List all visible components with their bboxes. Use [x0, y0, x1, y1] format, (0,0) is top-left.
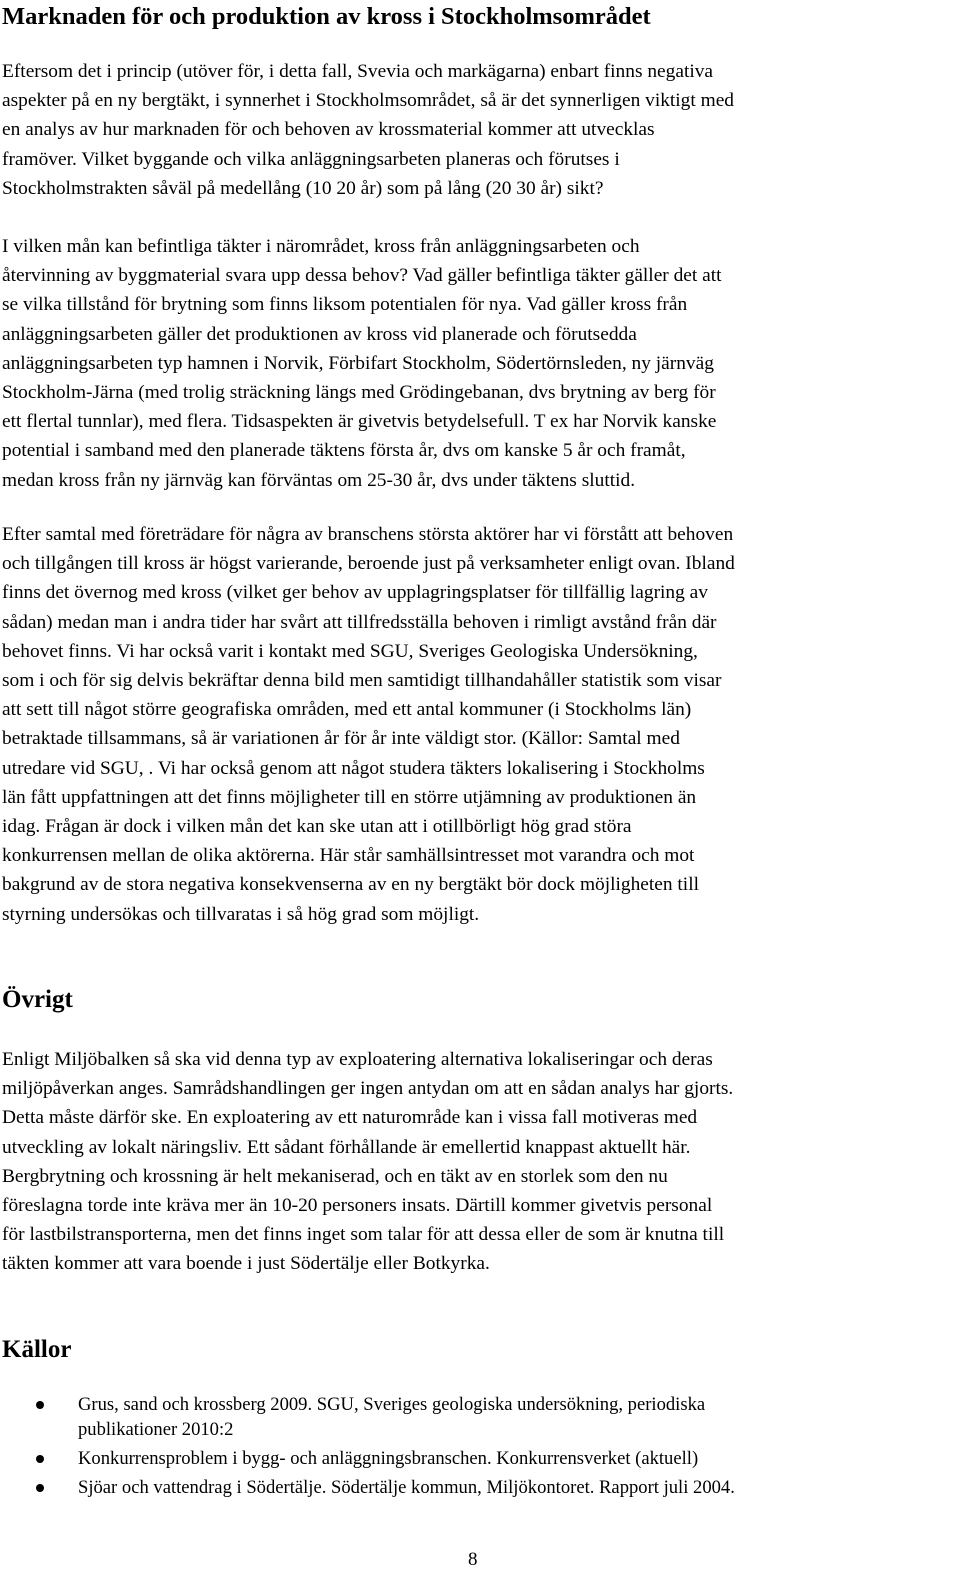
text-line: täkten kommer att vara boende i just Södertälje eller Botkyrka.: [2, 1253, 490, 1275]
page-number: 8: [468, 1549, 478, 1570]
text-line: I vilken mån kan befintliga täkter i närområdet, kross från anläggningsarbeten och: [2, 236, 640, 257]
text-line: konkurrensen mellan de olika aktörerna. Här står samhällsintresset mot varandra och mot: [2, 845, 695, 867]
text-line: behovet finns. Vi har också varit i kontakt med SGU, Sveriges Geologiska Undersökning,: [2, 640, 698, 662]
source-text: Grus, sand och krossberg 2009. SGU, Sveriges geologiska undersökning, periodiska: [78, 1394, 706, 1415]
text-line: Stockholmstrakten såväl på medellång (10 20 år) som på lång (20 30 år) sikt?: [2, 177, 604, 199]
paragraph-3: [2, 520, 948, 929]
text-line: utveckling av lokalt näringsliv. Ett sådant förhållande är emellertid knappast aktuellt här.: [2, 1136, 691, 1158]
paragraph-2: [2, 232, 948, 495]
text-line: att sett till något större geografiska områden, med ett antal kommuner (i Stockholms län): [2, 699, 692, 721]
text-line: finns det övernog med kross (vilket ger behov av upplagringsplatser för tillfällig lagring av: [2, 582, 708, 604]
text-line: anläggningsarbeten typ hamnen i Norvik, Förbifart Stockholm, Södertörnsleden, ny järnväg: [2, 352, 714, 374]
text-line: idag. Frågan är dock i vilken mån det kan ske utan att i otillbörligt hög grad störa: [2, 816, 632, 838]
source-text: publikationer 2010:2: [78, 1419, 234, 1440]
text-line: en analys av hur marknaden för och behoven av krossmaterial kommer att utvecklas: [2, 119, 655, 141]
source-item: [2, 1392, 948, 1442]
text-line: län fått uppfattningen att det finns möjligheter till en större utjämning av produktionen än: [2, 786, 697, 808]
paragraph-1: [2, 57, 948, 203]
text-line: aspekter på en ny bergtäkt, i synnerhet i Stockholmsområdet, så är det synnerligen viktigt med: [2, 90, 734, 112]
text-line: bakgrund av de stora negativa konsekvenserna av en ny bergtäkt bör dock möjligheten till: [2, 874, 699, 896]
sources-list: [2, 1392, 948, 1504]
text-line: styrning undersökas och tillvaratas i så hög grad som möjligt.: [2, 903, 480, 925]
text-line: miljöpåverkan anges. Samrådshandlingen ger ingen antydan om att en sådan analys har gjorts.: [2, 1078, 734, 1100]
text-line: som i och för sig delvis bekräftar denna bild men samtidigt tillhandahåller statistik som visar: [2, 670, 722, 692]
paragraph-ovrigt: [2, 1045, 948, 1279]
bullet-icon: [36, 1401, 44, 1409]
text-line: för lastbilstransporterna, men det finns inget som talar för att dessa eller de som är knutna till: [2, 1224, 725, 1246]
page-title: Marknaden för och produktion av kross i Stockholmsområdet: [2, 3, 651, 30]
text-line: Stockholm-Järna (med trolig sträckning längs med Grödingebanan, dvs brytning av berg för: [2, 382, 716, 404]
source-text: Sjöar och vattendrag i Södertälje. Södertälje kommun, Miljökontoret. Rapport juli 2004.: [78, 1477, 735, 1498]
text-line: anläggningsarbeten gäller det produktionen av kross vid planerade och förutsedda: [2, 323, 637, 345]
source-text: Konkurrensproblem i bygg- och anläggningsbranschen. Konkurrensverket (aktuell): [78, 1448, 699, 1469]
text-line: Enligt Miljöbalken så ska vid denna typ av exploatering alternativa lokaliseringar och deras: [2, 1049, 713, 1070]
text-line: ett flertal tunnlar), med flera. Tidsaspekten är givetvis betydelsefull. T ex har Norvik kanske: [2, 411, 717, 433]
text-line: Bergbrytning och krossning är helt mekaniserad, och en täkt av en storlek som den nu: [2, 1165, 668, 1187]
text-line: föreslagna torde inte kräva mer än 10-20 personers insats. Därtill kommer givetvis personal: [2, 1195, 713, 1217]
bullet-icon: [36, 1484, 44, 1492]
heading-kallor: Källor: [2, 1336, 72, 1363]
text-line: Eftersom det i princip (utöver för, i detta fall, Svevia och markägarna) enbart finns negativa: [2, 61, 714, 82]
text-line: återvinning av byggmaterial svara upp dessa behov? Vad gäller befintliga täkter gäller det att: [2, 265, 722, 287]
text-line: Efter samtal med företrädare för några av branschens största aktörer har vi förstått att behoven: [2, 524, 734, 545]
text-line: betraktade tillsammans, så är variationen år för år inte väldigt stor. (Källor: Samtal med: [2, 728, 680, 750]
text-line: sådan) medan man i andra tider har svårt att tillfredsställa behoven i rimligt avstånd från där: [2, 611, 717, 633]
text-line: framöver. Vilket byggande och vilka anläggningsarbeten planeras och förutses i: [2, 148, 620, 170]
bullet-icon: [36, 1455, 44, 1463]
text-line: Detta måste därför ske. En exploatering av ett naturområde kan i vissa fall motiveras med: [2, 1107, 698, 1129]
heading-ovrigt: Övrigt: [2, 986, 73, 1013]
text-line: se vilka tillstånd för brytning som finns liksom potentialen för nya. Vad gäller kross från: [2, 294, 688, 316]
text-line: medan kross från ny järnväg kan förväntas om 25-30 år, dvs under täktens sluttid.: [2, 469, 636, 491]
source-item: [2, 1475, 948, 1500]
source-item: [2, 1446, 948, 1471]
text-line: potential i samband med den planerade täktens första år, dvs om kanske 5 år och framåt,: [2, 440, 686, 462]
text-line: och tillgången till kross är högst varierande, beroende just på verksamheter enligt ovan. Ibland: [2, 553, 735, 575]
text-line: utredare vid SGU, . Vi har också genom att något studera täkters lokalisering i Stockholms: [2, 757, 705, 779]
